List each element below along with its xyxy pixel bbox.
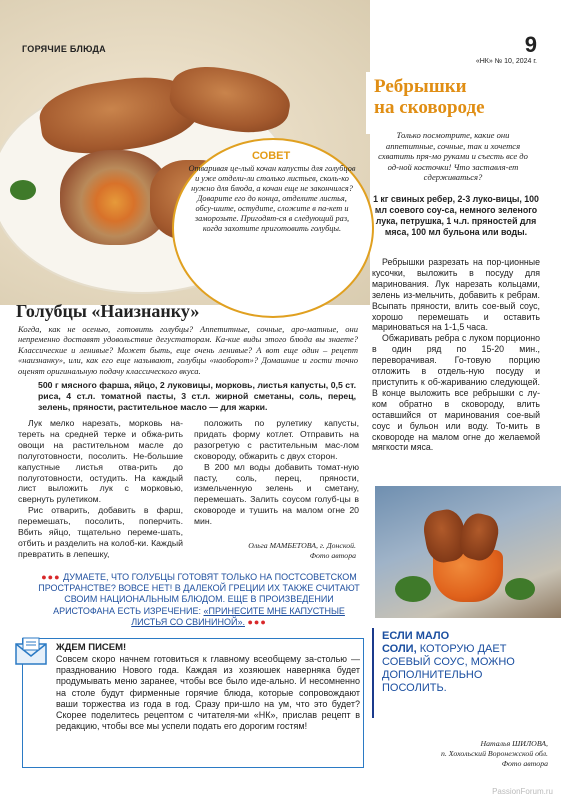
fact-box [34,572,364,628]
cabbage-paragraph: Рис отварить, добавить в фарш, перемешать, посолить, поперчить. Вбить яйцо, тщательно переме-шать, отбить и разделить на колоб-ки. Каждый превратить в лепешку, [18,505,183,559]
dots-icon: ●●● [247,616,267,627]
page-number: 9 [524,32,537,57]
section-label: ГОРЯЧИЕ БЛЮДА [22,44,106,54]
salt-tip [382,630,532,695]
tip-title: СОВЕТ [252,150,291,162]
herb [10,180,36,200]
ribs-photo-credit: Фото автора [501,759,548,769]
fact-text: ДУМАЕТЕ, ЧТО ГОЛУБЦЫ ГОТОВЯТ ТОЛЬКО НА ПОСТСОВЕТСКОМ ПРОСТРАНСТВЕ? ВОВСЕ НЕТ! В ДАЛЕКОЙ ГРЕЦИИ ИХ ТАКЖЕ СЧИТАЮТ СВОИМ НАЦИОНАЛЬНЫМ БЛЮДОМ. ЕЩЕ В ПРОИЗВЕДЕНИИ АРИСТОФАНА ЕСТЬ ИЗРЕЧЕНИЕ: [38,572,360,616]
ribs-method [372,257,540,453]
cabbage-method-col2 [194,418,359,527]
cabbage-signature [194,541,356,561]
salt-tip-rest: КОТОРУЮ ДАЕТ СОЕВЫЙ СОУС, МОЖНО ДОПОЛНИТЕЛЬНО ПОСОЛИТЬ. [382,643,515,694]
dots-icon: ●●● [41,572,61,582]
cabbage-paragraph: Лук мелко нарезать, морковь на-тереть на средней терке и обжа-рить овощи на растительном масле до полуготовности, посолить. Не-большие капустные листья отва-рить до полуготовности, остудить. На каждый лист выложить лук с морковью, свернуть рулетиком. [18,418,183,505]
ribs-paragraph: Ребрышки разрезать на пор-ционные кусочки, выложить в посуду для маринования. Лук нарезать кольцами, зелень из-мельчить, добавить к ребрам. Всыпать пряности, влить сое-вый соус, хорошо перемешать и оставить мариноваться на 1-1,5 часа. [372,257,540,333]
herb [395,576,431,602]
cabbage-title: Голубцы «Наизнанку» [16,301,200,321]
ribs-ingredients: 1 кг свиных ребер, 2-3 луко-вицы, 100 мл соевого соу-са, немного зеленого лука, петрушка, 1 ч.л. пряностей для мяса, 100 мл бульона или воды. [373,194,539,237]
cabbage-intro: Когда, как не осенью, готовить голубцы? Аппетитные, сочные, аро-матные, они непременно доставят удовольствие дегустаторам. Ка-кие виды этого блюда вы знаете? Классические и ленивые? Может быть, еще очень ленивые? А вот еще один – рецепт «наизнанку», или, как его еще называют, голубцы «наоборот»? Домашние и гости точно оценят оригинальную подачу классического вкуса. [18,324,358,376]
salt-tip-line2: СОЛИ, [382,643,417,655]
fact-quote: «ПРИНЕСИТЕ МНЕ КАПУСТНЫЕ ЛИСТЬЯ СО СВИНИНОЙ». [131,605,345,627]
ribs-place: п. Хохольский Воронежской обл. [441,749,548,759]
cabbage-photo-credit: Фото автора [309,551,356,560]
cabbage-paragraph: В 200 мл воды добавить томат-ную пасту, соль, перец, пряности, измельченную зелень и сметану, перемешать. Залить соусом голуб-цы в сковороде и тушить на малом огне 20 мин. [194,461,359,527]
letters-title: ЖДЕМ ПИСЕМ! [56,642,127,653]
ribs-paragraph: Обжаривать ребра с луком порционно в один ряд по 15-20 мин., переворачивая. Го-товую порцию отложить в отдель-ную посуду и приступить к об-жариванию следующей. В конце выложить все ребрышки с лу-ком обратно в сковороду, влить оставшийся от маринования сое-вый соус и бульон или воду. То-мить в сковороде на малом огне до желаемой мягкости мяса. [372,333,540,453]
envelope-icon [14,636,48,666]
cabbage-author: Ольга МАМБЕТОВА, г. Донской. [248,541,356,550]
ribs-intro: Только посмотрите, какие они аппетитные, сочные, так и хочется схватить пря-мо руками и съесть все до од-ной косточки! Что заставля-ет сдерживаться? [378,130,528,183]
cabbage-method-col1 [18,418,183,560]
ribs-signature [372,739,548,770]
ribs-author: Наталья ШИЛОВА, [480,739,548,748]
letters-text: Совсем скоро начнем готовиться к главному всеобщему за-столью — празднованию Нового года. Каждая из хозяюшек наверняка будет продумывать меню заранее, чтобы все было иде-ально. И несомненно на столе будут фирменные горячие блюда, которые сопровождают ваши торжества из года в год. Сразу при-шло на ум, что это будет? Скорее поделитесь рецептом с читателя-ми «НК», прислав рецепт в редакцию, чтобы все мы успели подать его дорогим гостям! [56,654,360,732]
salt-tip-line1: ЕСЛИ МАЛО [382,630,450,642]
issue-number: «НК» № 10, 2024 г. [475,58,537,65]
ribs-title [374,76,485,118]
ribs-photo [375,486,561,618]
watermark: PassionForum.ru [492,787,553,796]
ribs-title-line2: на сковороде [374,97,485,118]
cabbage-paragraph: положить по рулетику капусты, придать форму котлет. Отправить на разогретую с растительным мас-лом сковороду, обжарить с двух сторон. [194,418,359,461]
herb [505,578,535,600]
tip-rule [372,628,374,718]
ribs-title-line1: Ребрышки [374,76,467,97]
cabbage-ingredients: 500 г мясного фарша, яйцо, 2 луковицы, морковь, листья капусты, 0,5 ст. риса, 4 ст.л. томатной пасты, 3 ст.л. жирной сметаны, соль, перец, зелень, пряности, растительное масло — для жарки. [38,380,356,412]
tip-text: Отваривая це-лый кочан капусты для голубцов и уже отдели-ли столько листьев, сколь-ко нужно для блюда, а кочан еще не закончился? Доварите его до конца, отделите листья, обсу-шите, остудите, сложите в па-кет и заморозьте. Пригодят-ся в следующий раз, когда захотите приготовить голубцы. [188,164,356,233]
